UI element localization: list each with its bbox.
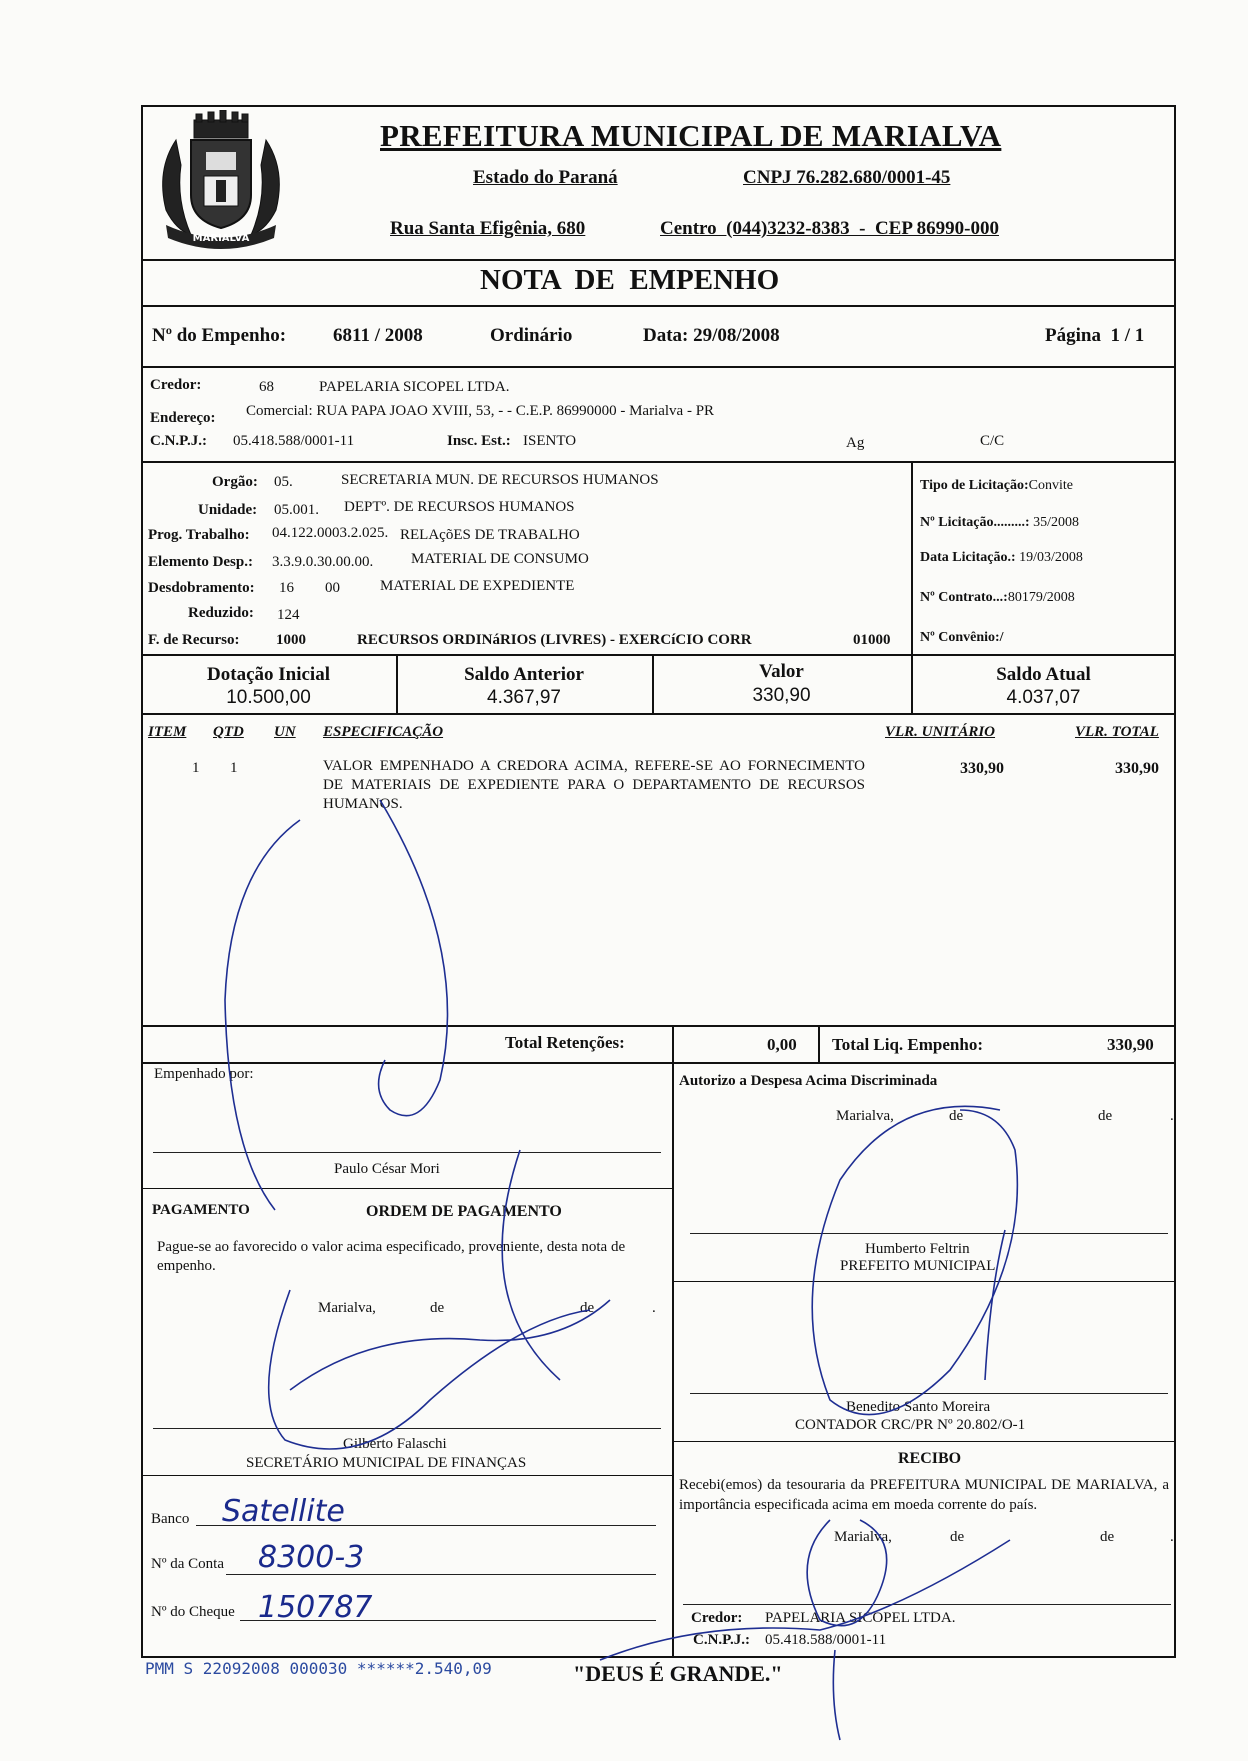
- contador-name: Benedito Santo Moreira: [846, 1399, 991, 1415]
- valor-value: 330,90: [752, 685, 811, 706]
- empenho-date: Data: 29/08/2008: [643, 325, 780, 346]
- autorizo-city: Marialva,: [836, 1108, 894, 1124]
- total-liquido-value: 330,90: [1107, 1035, 1154, 1054]
- licitacao-num-label: Nº Licitação.........:: [920, 515, 1030, 530]
- col-especificacao: ESPECIFICAÇÃO: [323, 724, 444, 740]
- banco-label: Banco: [151, 1511, 190, 1527]
- col-un: UN: [274, 724, 296, 740]
- cheque-label: Nº do Cheque: [151, 1604, 235, 1620]
- state-name: Estado do Paraná: [473, 167, 618, 188]
- desdobramento-b: 00: [325, 580, 340, 596]
- recibo-de1: de: [950, 1529, 965, 1545]
- empenhado-por-label: Empenhado por:: [154, 1066, 254, 1082]
- fonte-recurso-name: RECURSOS ORDINáRIOS (LIVRES) - EXERCíCIO CORR: [357, 632, 752, 648]
- recibo-cnpj-value: 05.418.588/0001-11: [765, 1632, 887, 1648]
- footer-motto: "DEUS É GRANDE.": [573, 1661, 783, 1686]
- orgao-code: 05.: [274, 474, 293, 490]
- credor-cnpj: 05.418.588/0001-11: [233, 433, 355, 449]
- contrato-label: Nº Contrato...:: [920, 590, 1008, 605]
- recibo-dot: .: [1170, 1529, 1174, 1545]
- licitacao-num-value: 35/2008: [1033, 515, 1079, 530]
- empenho-number: 6811 / 2008: [333, 325, 423, 346]
- crest-text: MARIALVA: [192, 233, 250, 244]
- tipo-licitacao-label: Tipo de Licitação:: [920, 478, 1029, 493]
- banco-value: Satellite: [222, 1494, 345, 1529]
- recibo-text: Recebi(emos) da tesouraria da PREFEITURA MUNICIPAL DE MARIALVA, a importância especificada acima em moeda corrente do país.: [679, 1477, 1169, 1513]
- col-item: ITEM: [148, 724, 187, 740]
- ie-label: Insc. Est.:: [447, 433, 511, 449]
- licitacao-data-value: 19/03/2008: [1019, 550, 1083, 565]
- orgao-label: Orgão:: [212, 474, 258, 490]
- bank-stamp: PMM S 22092008 000030 ******2.540,09: [145, 1659, 492, 1678]
- credor-label: Credor:: [150, 377, 202, 393]
- account-label: C/C: [980, 433, 1005, 449]
- empenho-number-label: Nº do Empenho:: [152, 325, 287, 346]
- prefeitura-cnpj: CNPJ 76.282.680/0001-45: [743, 167, 951, 188]
- prog-code: 04.122.0003.2.025.: [272, 525, 389, 541]
- total-retencoes-label: Total Retenções:: [505, 1033, 625, 1052]
- credor-code: 68: [259, 379, 274, 395]
- recibo-credor-label: Credor:: [691, 1610, 743, 1626]
- desdobramento-name: MATERIAL DE EXPEDIENTE: [380, 578, 575, 594]
- total-liquido-label: Total Liq. Empenho:: [832, 1035, 983, 1054]
- fonte-recurso-code: 1000: [276, 632, 306, 648]
- conta-value: 8300-3: [258, 1540, 365, 1575]
- table-row-vlr-unitario: 330,90: [960, 760, 1004, 777]
- elemento-code: 3.3.9.0.30.00.00.: [272, 554, 374, 570]
- secretario-role: SECRETÁRIO MUNICIPAL DE FINANÇAS: [246, 1455, 527, 1471]
- conta-label: Nº da Conta: [151, 1556, 224, 1572]
- contrato-value: 80179/2008: [1007, 590, 1075, 605]
- fonte-recurso-label: F. de Recurso:: [148, 632, 240, 648]
- page-title: PREFEITURA MUNICIPAL DE MARIALVA: [380, 118, 1002, 153]
- recibo-city: Marialva,: [834, 1529, 892, 1545]
- ordem-pagamento-title: ORDEM DE PAGAMENTO: [366, 1203, 562, 1220]
- saldo-atual-label: Saldo Atual: [996, 664, 1091, 685]
- autorizo-title: Autorizo a Despesa Acima Discriminada: [679, 1073, 938, 1089]
- unidade-name: DEPTº. DE RECURSOS HUMANOS: [344, 499, 575, 515]
- page-number: Página 1 / 1: [1045, 325, 1145, 346]
- recibo-de2: de: [1100, 1529, 1115, 1545]
- recibo-credor-value: PAPELARIA SICOPEL LTDA.: [765, 1610, 956, 1626]
- agency-label: Ag: [846, 435, 865, 451]
- table-row-vlr-total: 330,90: [1115, 760, 1159, 777]
- autorizo-de2: de: [1098, 1108, 1113, 1124]
- doc-title: NOTA DE EMPENHO: [480, 264, 780, 296]
- col-vlr-total: VLR. TOTAL: [1075, 724, 1159, 740]
- pagamento-text: Pague-se ao favorecido o valor acima especificado, proveniente, desta nota de empenho.: [157, 1239, 626, 1274]
- orgao-name: SECRETARIA MUN. DE RECURSOS HUMANOS: [341, 472, 659, 488]
- secretario-name: Gilberto Falaschi: [343, 1436, 447, 1452]
- convenio-label: Nº Convênio:/: [920, 630, 1004, 645]
- street-address: Rua Santa Efigênia, 680: [390, 218, 586, 239]
- empenho-type: Ordinário: [490, 325, 573, 346]
- credor-name: PAPELARIA SICOPEL LTDA.: [319, 379, 510, 395]
- prefeito-name: Humberto Feltrin: [865, 1241, 970, 1257]
- coat-of-arms-icon: [146, 110, 296, 260]
- unidade-code: 05.001.: [274, 502, 319, 518]
- desdobramento-label: Desdobramento:: [148, 580, 255, 596]
- pagamento-de1: de: [430, 1300, 445, 1316]
- desdobramento-a: 16: [279, 580, 294, 596]
- total-retencoes-value: 0,00: [767, 1035, 797, 1054]
- elemento-label: Elemento Desp.:: [148, 554, 253, 570]
- recibo-cnpj-label: C.N.P.J.:: [693, 1632, 750, 1648]
- address-label: Endereço:: [150, 410, 216, 426]
- prefeito-role: PREFEITO MUNICIPAL: [840, 1258, 996, 1274]
- col-qtd: QTD: [213, 724, 244, 740]
- credor-address: Comercial: RUA PAPA JOAO XVIII, 53, - - C.E.P. 86990000 - Marialva - PR: [246, 403, 715, 419]
- pagamento-city: Marialva,: [318, 1300, 376, 1316]
- contact-address: Centro (044)3232-8383 - CEP 86990-000: [660, 218, 999, 239]
- reduzido-value: 124: [277, 607, 300, 623]
- reduzido-label: Reduzido:: [188, 605, 254, 621]
- empenhado-por-name: Paulo César Mori: [334, 1161, 440, 1177]
- table-row-especificacao: VALOR EMPENHADO A CREDORA ACIMA, REFERE-SE AO FORNECIMENTO DE MATERIAIS DE EXPEDIENTE PARA O DEPARTAMENTO DE RECURSOS HUMANOS.: [323, 758, 865, 812]
- saldo-anterior-label: Saldo Anterior: [464, 664, 584, 685]
- contador-role: CONTADOR CRC/PR Nº 20.802/O-1: [795, 1417, 1026, 1433]
- cnpj-label: C.N.P.J.:: [150, 433, 207, 449]
- tipo-licitacao-value: Convite: [1028, 478, 1073, 493]
- autorizo-de1: de: [949, 1108, 964, 1124]
- pagamento-label: PAGAMENTO: [152, 1202, 250, 1218]
- saldo-atual-value: 4.037,07: [1006, 687, 1081, 708]
- col-vlr-unitario: VLR. UNITÁRIO: [885, 724, 996, 740]
- pagamento-de2: de: [580, 1300, 595, 1316]
- unidade-label: Unidade:: [198, 502, 258, 518]
- recibo-title: RECIBO: [898, 1450, 962, 1467]
- elemento-name: MATERIAL DE CONSUMO: [411, 551, 589, 567]
- fonte-recurso-number: 01000: [853, 632, 891, 648]
- prog-label: Prog. Trabalho:: [148, 527, 250, 543]
- saldo-anterior-value: 4.367,97: [487, 687, 561, 708]
- valor-label: Valor: [759, 661, 804, 682]
- table-row-item: 1: [192, 760, 200, 776]
- table-row-qtd: 1: [230, 760, 238, 776]
- autorizo-dot: .: [1170, 1108, 1174, 1124]
- dotacao-inicial-value: 10.500,00: [226, 687, 311, 708]
- cheque-value: 150787: [258, 1590, 373, 1625]
- pagamento-dot: .: [652, 1300, 656, 1316]
- credor-ie: ISENTO: [523, 433, 577, 449]
- licitacao-data-label: Data Licitação.:: [920, 550, 1016, 565]
- dotacao-inicial-label: Dotação Inicial: [207, 664, 330, 685]
- prog-name: RELAçõES DE TRABALHO: [400, 527, 580, 543]
